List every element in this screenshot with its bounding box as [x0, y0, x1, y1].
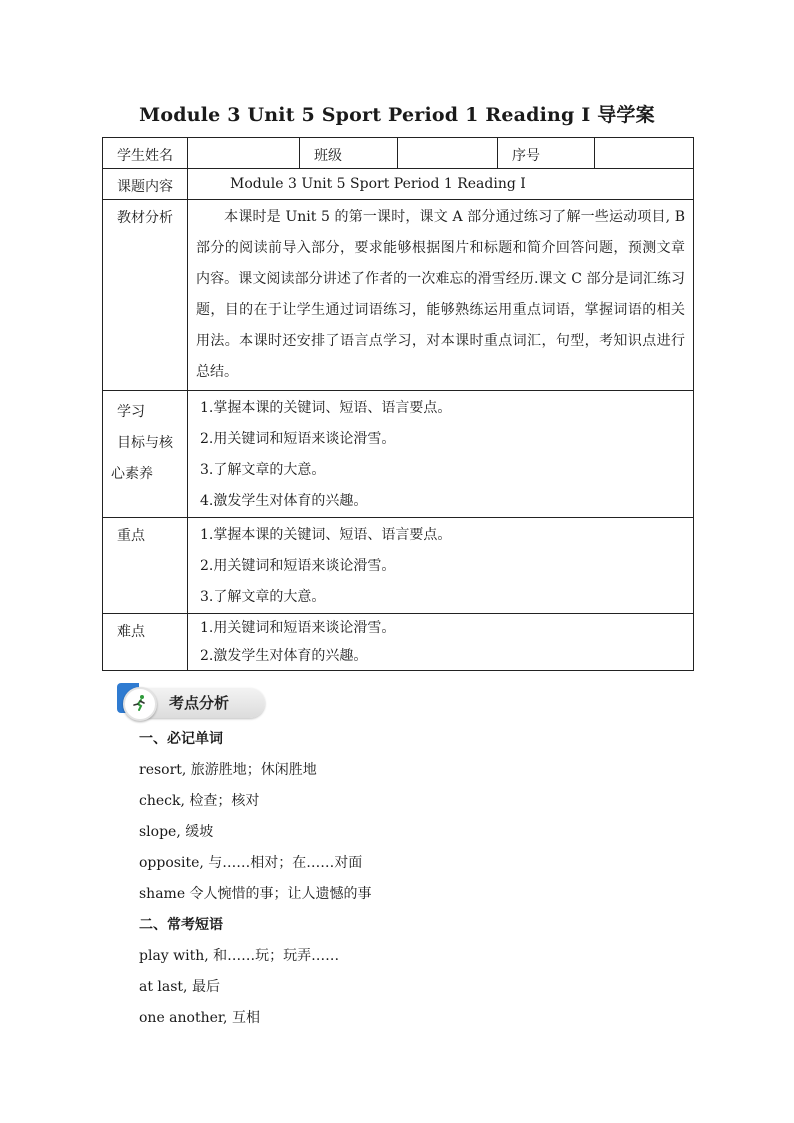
goals-label-line: 心素养 — [111, 466, 153, 482]
phrases-heading: 二、常考短语 — [139, 917, 223, 933]
list-item: 2.激发学生对体育的兴趣。 — [200, 648, 368, 664]
words-heading: 一、必记单词 — [139, 731, 223, 747]
list-item: check, 检查；核对 — [139, 793, 260, 809]
list-item: 1.掌握本课的关键词、短语、语言要点。 — [200, 527, 452, 543]
list-item: play with, 和……玩；玩弄…… — [139, 948, 340, 964]
list-item: opposite, 与……相对；在……对面 — [139, 855, 363, 871]
list-item: 2.用关键词和短语来谈论滑雪。 — [200, 431, 396, 447]
list-item: one another, 互相 — [139, 1010, 260, 1026]
analysis-paragraph: 本课时是 Unit 5 的第一课时，课文 A 部分通过练习了解一些运动项目, B 部分的阅读前导入部分，要求能够根据图片和标题和简介回答问题，预测文章内容。课文阅读部分讲述了作者的一次难忘的滑雪经历.课文 C 部分是词汇练习题，目的在于让学生通过词语练习，能够熟练运用重点词语，掌握词语的相关用法。本课时还安排了语言点学习，对本课时重点词汇，句型，考知识点进行总结。 — [196, 209, 685, 380]
goals-label-line: 目标与核 — [117, 435, 173, 451]
list-item: 3.了解文章的大意。 — [200, 589, 326, 605]
list-item: 1.用关键词和短语来谈论滑雪。 — [200, 620, 396, 636]
goals-label-line: 学习 — [117, 404, 145, 420]
analysis-label: 教材分析 — [103, 200, 188, 391]
class-label: 班级 — [300, 138, 398, 169]
student-name-label: 学生姓名 — [103, 138, 188, 169]
table-row — [103, 169, 694, 200]
lesson-info-table — [102, 137, 694, 671]
list-item: resort, 旅游胜地；休闲胜地 — [139, 762, 317, 778]
list-item: 2.用关键词和短语来谈论滑雪。 — [200, 558, 396, 574]
topic-label: 课题内容 — [103, 169, 188, 200]
list-item: 4.激发学生对体育的兴趣。 — [200, 493, 368, 509]
class-field[interactable] — [398, 138, 498, 169]
difficult-points-list — [188, 614, 694, 671]
table-row — [103, 391, 694, 518]
difficult-label: 难点 — [103, 614, 188, 671]
runner-icon — [123, 687, 157, 721]
key-label: 重点 — [103, 518, 188, 614]
number-field[interactable] — [595, 138, 694, 169]
goals-list — [188, 391, 694, 518]
analysis-text — [188, 200, 694, 391]
table-row — [103, 518, 694, 614]
topic-value: Module 3 Unit 5 Sport Period 1 Reading I — [188, 169, 694, 200]
badge-text: 考点分析 — [169, 694, 230, 712]
goals-label — [103, 391, 188, 518]
student-name-field[interactable] — [188, 138, 300, 169]
list-item: at last, 最后 — [139, 979, 220, 995]
list-item: slope, 缓坡 — [139, 824, 214, 840]
table-row — [103, 138, 694, 169]
table-row — [103, 614, 694, 671]
list-item: 3.了解文章的大意。 — [200, 462, 326, 478]
section-badge — [117, 683, 267, 721]
table-row — [103, 200, 694, 391]
page-title: Module 3 Unit 5 Sport Period 1 Reading I 导学案 — [139, 104, 655, 126]
list-item: shame 令人惋惜的事；让人遗憾的事 — [139, 886, 372, 902]
list-item: 1.掌握本课的关键词、短语、语言要点。 — [200, 400, 452, 416]
number-label: 序号 — [498, 138, 595, 169]
key-points-list — [188, 518, 694, 614]
key-points-content — [139, 724, 699, 1034]
